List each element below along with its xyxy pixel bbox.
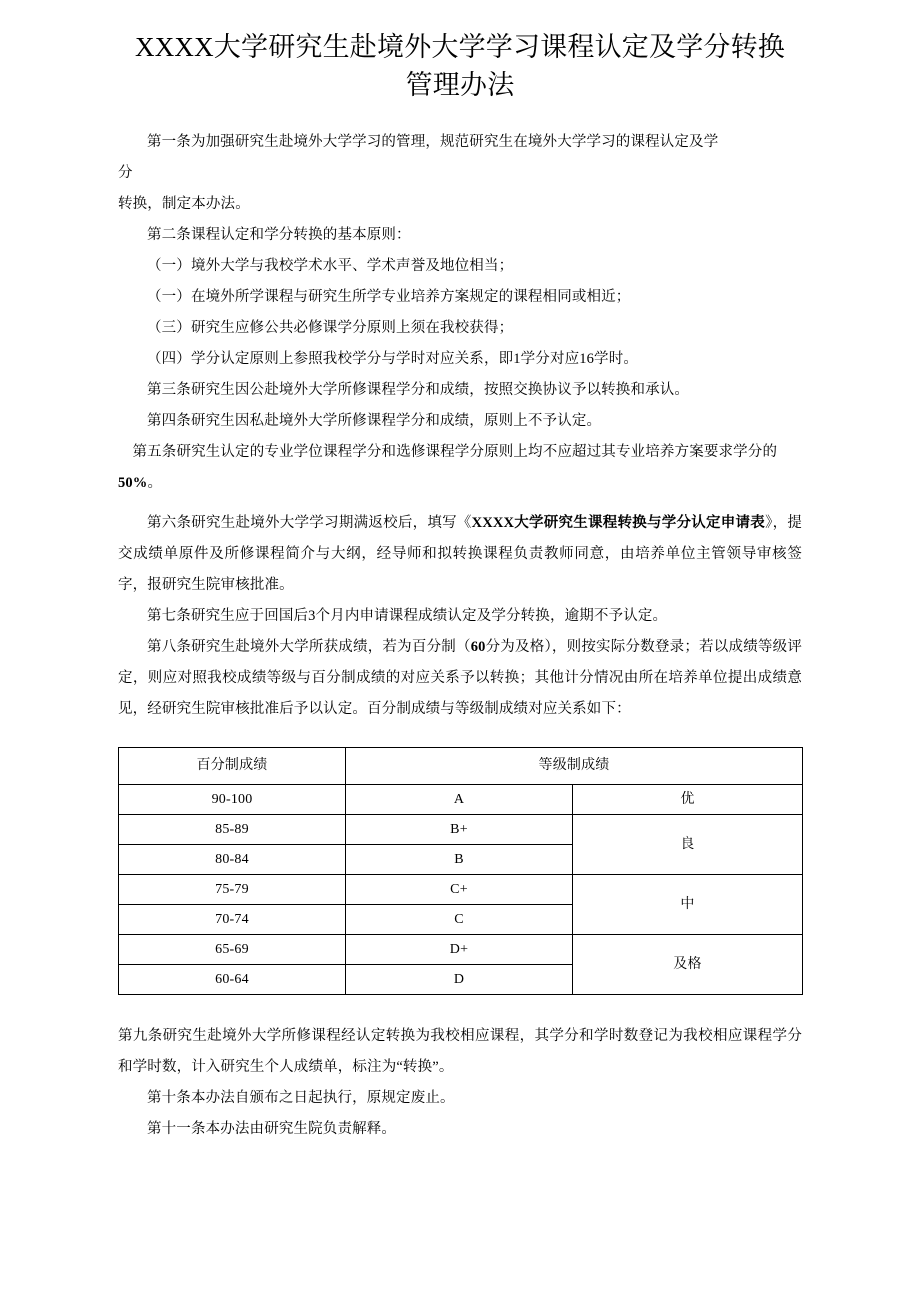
article-2: 第二条课程认定和学分转换的基本原则： bbox=[147, 226, 411, 243]
cell-score: 90-100 bbox=[119, 784, 346, 814]
title-spacer bbox=[0, 105, 920, 127]
grade-table-body bbox=[119, 747, 803, 994]
document-body bbox=[0, 127, 920, 725]
article-8-prefix: 第八条研究生赴境外大学所获成绩，若为百分制（ bbox=[147, 638, 471, 655]
cell-score: 65-69 bbox=[119, 934, 346, 964]
cell-score: 70-74 bbox=[119, 904, 346, 934]
table-row bbox=[119, 934, 803, 964]
article-1-line-1: 第一条为加强研究生赴境外大学学习的管理，规范研究生在境外大学学习的课程认定及学 bbox=[147, 133, 719, 150]
article-5-line-1: 第五条研究生认定的专业学位课程学分和选修课程学分原则上均不应超过其专业培养方案要求学分的 bbox=[132, 443, 778, 460]
article-5-percent: 50% bbox=[118, 474, 148, 491]
title-line-1: XXXX大学研究生赴境外大学学习课程认定及学分转换 bbox=[135, 32, 785, 62]
cell-letter: C+ bbox=[346, 874, 573, 904]
article-2-item-1: （一）境外大学与我校学术水平、学术声誉及地位相当； bbox=[147, 257, 514, 274]
article-2-item-3: （三）研究生应修公共必修课学分原则上须在我校获得； bbox=[147, 319, 514, 336]
article-8 bbox=[118, 632, 802, 725]
cell-score: 60-64 bbox=[119, 964, 346, 994]
article-8-pass-score: 60 bbox=[470, 638, 486, 655]
article-6-suffix: 》，提交成绩单原件及所修课程简介与大纲，经导师和拟转换课程负责教师同意，由培养单位主管领导审核签字，报研究生院审核批准。 bbox=[118, 514, 802, 593]
grade-conversion-table bbox=[118, 747, 803, 995]
article-2-item-2: （一）在境外所学课程与研究生所学专业培养方案规定的课程相同或相近； bbox=[147, 288, 631, 305]
grade-table-container bbox=[0, 747, 920, 995]
article-6 bbox=[118, 508, 802, 601]
cell-level: 优 bbox=[573, 784, 803, 814]
cell-level: 中 bbox=[573, 874, 803, 934]
document-body-after-table bbox=[0, 1021, 920, 1145]
article-9: 第九条研究生赴境外大学所修课程经认定转换为我校相应课程，其学分和学时数登记为我校相应课程学分和学时数，计入研究生个人成绩单，标注为“转换”。 bbox=[118, 1027, 802, 1075]
article-6-prefix: 第六条研究生赴境外大学学习期满返校后，填写《 bbox=[147, 514, 472, 531]
page-title bbox=[0, 0, 920, 105]
table-header-row bbox=[119, 747, 803, 784]
article-5-period: 。 bbox=[147, 474, 163, 491]
article-7: 第七条研究生应于回国后3个月内申请课程成绩认定及学分转换，逾期不予认定。 bbox=[147, 607, 668, 624]
table-row bbox=[119, 814, 803, 844]
cell-score: 80-84 bbox=[119, 844, 346, 874]
article-3: 第三条研究生因公赴境外大学所修课程学分和成绩，按照交换协议予以转换和承认。 bbox=[147, 381, 690, 398]
article-1-line-2: 转换，制定本办法。 bbox=[118, 195, 250, 212]
table-header-grade: 等级制成绩 bbox=[346, 747, 803, 784]
cell-level: 及格 bbox=[573, 934, 803, 994]
article-4: 第四条研究生因私赴境外大学所修课程学分和成绩，原则上不予认定。 bbox=[147, 412, 602, 429]
article-6-form-name: XXXX大学研究生课程转换与学分认定申请表 bbox=[471, 514, 766, 531]
cell-letter: A bbox=[346, 784, 573, 814]
table-row bbox=[119, 874, 803, 904]
cell-level: 良 bbox=[573, 814, 803, 874]
article-1-float-char: 分 bbox=[118, 164, 133, 181]
cell-letter: C bbox=[346, 904, 573, 934]
article-8-suffix: 分为及格），则按实际分数登录；若以成绩等级评定，则应对照我校成绩等级与百分制成绩的对应关系予以转换；其他计分情况由所在培养单位提出成绩意见，经研究生院审核批准后予以认定。百分制成绩与等级制成绩对应关系如下： bbox=[118, 638, 802, 717]
cell-score: 75-79 bbox=[119, 874, 346, 904]
cell-letter: B+ bbox=[346, 814, 573, 844]
article-10: 第十条本办法自颁布之日起执行，原规定废止。 bbox=[147, 1089, 455, 1106]
cell-score: 85-89 bbox=[119, 814, 346, 844]
article-11: 第十一条本办法由研究生院负责解释。 bbox=[147, 1120, 397, 1137]
article-5-line-2 bbox=[118, 468, 802, 499]
table-row bbox=[119, 784, 803, 814]
table-header-score: 百分制成绩 bbox=[119, 747, 346, 784]
article-2-item-4: （四）学分认定原则上参照我校学分与学时对应关系，即1学分对应16学时。 bbox=[147, 350, 638, 367]
title-line-2: 管理办法 bbox=[405, 70, 515, 101]
cell-letter: B bbox=[346, 844, 573, 874]
cell-letter: D bbox=[346, 964, 573, 994]
cell-letter: D+ bbox=[346, 934, 573, 964]
spacer-before-article-6 bbox=[118, 499, 802, 508]
